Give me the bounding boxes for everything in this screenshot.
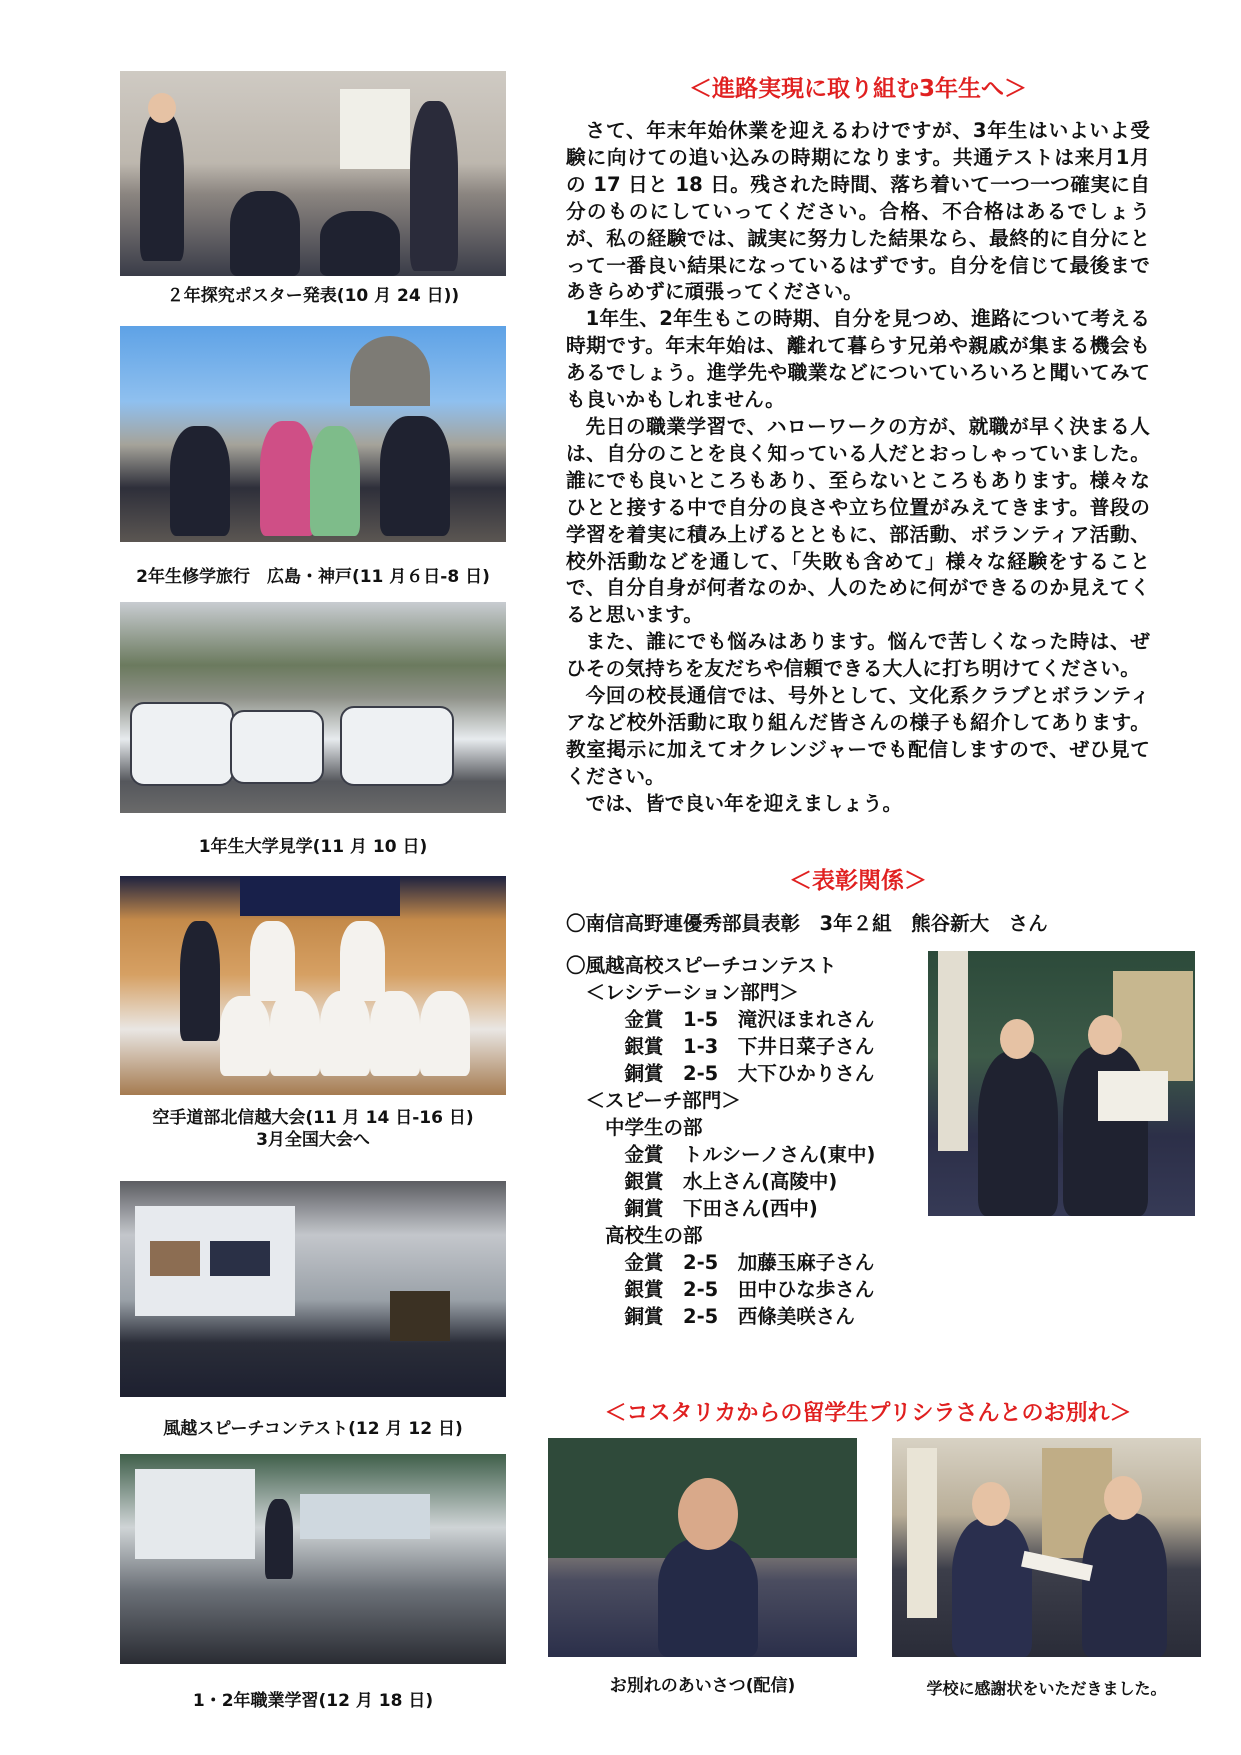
photo-caption: お別れのあいさつ(配信) [609, 1676, 796, 1696]
awards-heading: ＜表彰関係＞ [789, 868, 927, 894]
photo-caption: ２年探究ポスター発表(10 月 24 日)) [166, 286, 460, 306]
essay-paragraph: では、皆で良い年を迎えましょう。 [585, 791, 903, 815]
award-ceremony-photo [928, 951, 1195, 1216]
farewell-greeting-photo [548, 1438, 857, 1657]
award-line: 銀賞 1-3 下井日菜子さん [566, 1035, 875, 1058]
essay-paragraph: 1年生、2年生もこの時期、自分を見つめ、進路について考える時期です。年末年始は、離れて暮らす兄弟や親戚が集まる機会もあるでしょう。進学先や職業などについていろいろと聞いてみても良いかもしれません。 [566, 307, 1150, 412]
speech-contest-results [566, 952, 875, 1330]
award-line: 〇南信高野連優秀部員表彰 3年２組 熊谷新大 さん [566, 912, 1048, 935]
photo-caption: 3月全国大会へ [256, 1130, 370, 1150]
award-line: 銀賞 水上さん(高陵中) [566, 1170, 838, 1193]
poster-presentation-photo [120, 71, 506, 276]
award-line: ＜レシテーション部門＞ [566, 981, 799, 1004]
award-line: 銅賞 2-5 大下ひかりさん [566, 1062, 875, 1085]
certificate-photo [892, 1438, 1201, 1657]
award-line: ＜スピーチ部門＞ [566, 1089, 741, 1112]
university-visit-photo [120, 602, 506, 813]
award-line: 金賞 1-5 滝沢ほまれさん [566, 1008, 875, 1031]
photo-caption: 1・2年職業学習(12 月 18 日) [192, 1691, 434, 1711]
award-line: 銀賞 2-5 田中ひな歩さん [566, 1278, 875, 1301]
speech-contest-photo [120, 1181, 506, 1397]
photo-caption: 空手道部北信越大会(11 月 14 日-16 日) [152, 1108, 474, 1128]
award-line: 銅賞 下田さん(西中) [566, 1197, 818, 1220]
essay-paragraph: また、誰にでも悩みはあります。悩んで苦しくなった時は、ぜひその気持ちを友だちや信頼できる大人に打ち明けてください。 [566, 630, 1150, 681]
award-line: 〇風越高校スピーチコンテスト [566, 954, 837, 977]
award-line: 銅賞 2-5 西條美咲さん [566, 1305, 855, 1328]
essay-heading: ＜進路実現に取り組む3年生へ＞ [688, 76, 1027, 102]
award-line: 金賞 トルシーノさん(東中) [566, 1143, 876, 1166]
essay-body [566, 118, 1150, 818]
school-trip-photo [120, 326, 506, 542]
award-line: 高校生の部 [566, 1224, 703, 1247]
award-line: 中学生の部 [566, 1116, 703, 1139]
karate-club-photo [120, 876, 506, 1095]
photo-caption: 学校に感謝状をいただきました。 [926, 1679, 1167, 1698]
essay-paragraph: 先日の職業学習で、ハローワークの方が、就職が早く決まる人は、自分のことを良く知っている人だとおっしゃっていました。誰にでも良いところもあり、至らないところもあります。様々なひとと接する中で自分の良さや立ち位置がみえてきます。普段の学習を着実に積み上げるとともに、部活動、ボランティア活動、校外活動などを通して、「失敗も含めて」様々な経験をすることで、自分自身が何者なのか、人のために何ができるのか見えてくると思います。 [566, 414, 1150, 627]
photo-caption: 風越スピーチコンテスト(12 月 12 日) [163, 1419, 463, 1439]
essay-paragraph: さて、年末年始休業を迎えるわけですが、3年生はいよいよ受験に向けての追い込みの時期になります。共通テストは来月1月の 17 日と 18 日。残された時間、落ち着いて一つ一つ確実に自分のものにしていってください。合格、不合格はあるでしょうが、私の経験では、誠実に努力した結果なら、最終的に自分にとって一番良い結果になっているはずです。自分を信じて最後まであきらめずに頑張ってください。 [566, 119, 1150, 304]
award-hs-baseball [566, 910, 1048, 937]
photo-caption: 2年生修学旅行 広島・神戸(11 月６日-8 日) [136, 567, 490, 587]
farewell-heading: ＜コスタリカからの留学生プリシラさんとのお別れ＞ [604, 1401, 1132, 1426]
career-study-photo [120, 1454, 506, 1664]
photo-caption: 1年生大学見学(11 月 10 日) [198, 837, 428, 857]
award-line: 金賞 2-5 加藤玉麻子さん [566, 1251, 875, 1274]
essay-paragraph: 今回の校長通信では、号外として、文化系クラブとボランティアなど校外活動に取り組んだ皆さんの様子も紹介してあります。教室掲示に加えてオクレンジャーでも配信しますので、ぜひ見てください。 [566, 684, 1150, 788]
